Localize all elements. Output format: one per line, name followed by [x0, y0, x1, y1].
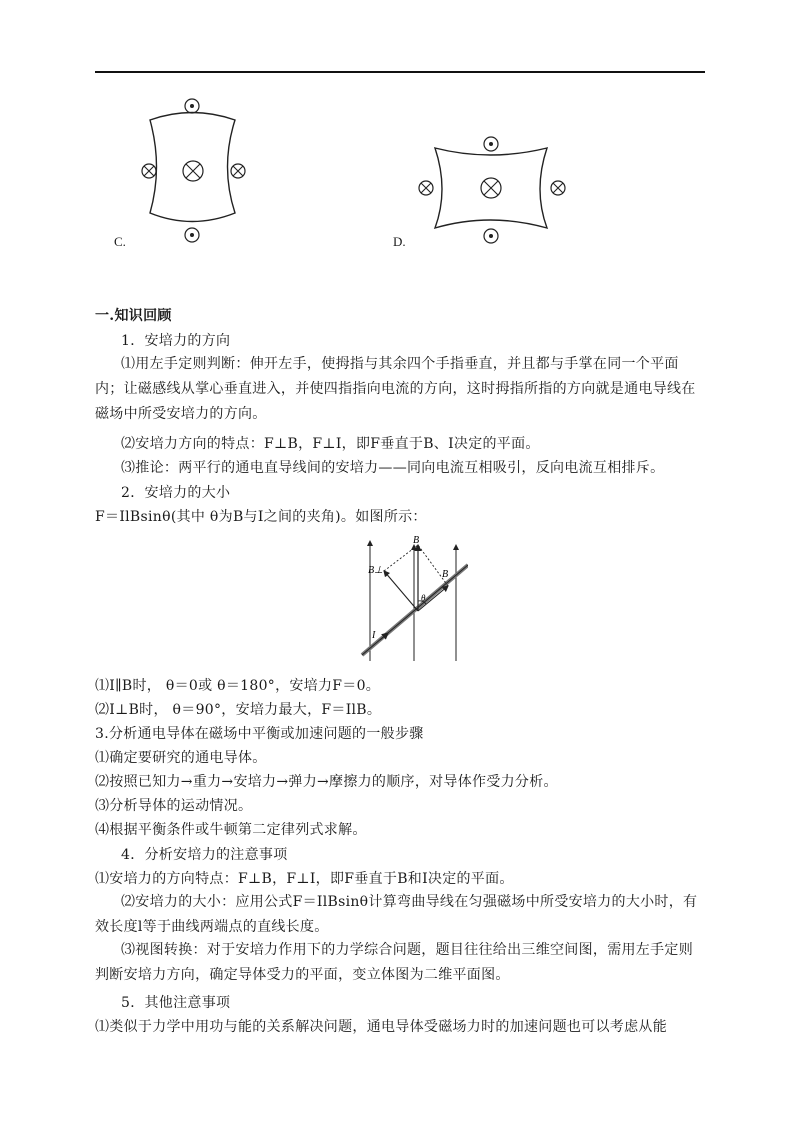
- dot-icon-top: [185, 99, 199, 113]
- figure-d: [415, 130, 575, 248]
- item5-heading: 5．其他注意事项: [121, 995, 231, 1011]
- cross-icon-left: [419, 181, 433, 195]
- label-theta: θ: [421, 593, 426, 603]
- item2-heading: 2．安培力的大小: [121, 485, 231, 501]
- cross-icon-right: [231, 164, 245, 178]
- section-title: 一.知识回顾: [95, 308, 172, 324]
- figure-d-label: D.: [393, 234, 406, 249]
- label-i: I: [372, 630, 376, 641]
- item4-note3: ⑶视图转换：对于安培力作用下的力学综合问题，题目往往给出三维空间图，需用左手定则判断安培力方向，确定导体受力的平面，变立体图为二维平面图。: [95, 942, 693, 983]
- dot-icon-bottom: [185, 228, 199, 242]
- dot-icon-top: [484, 137, 498, 151]
- label-b-top: B: [413, 535, 420, 546]
- label-b-par: B: [442, 569, 449, 580]
- header-rule: [95, 71, 705, 73]
- item2-case2: ⑵I⊥B时， θ＝90°，安培力最大，F＝IlB。: [95, 702, 382, 718]
- figure-c-label: C.: [114, 234, 126, 249]
- item4-note1: ⑴安培力的方向特点：F⊥B，F⊥I，即F垂直于B和I决定的平面。: [95, 871, 514, 887]
- label-b-perp: B⊥: [368, 565, 383, 576]
- item4-heading: 4．分析安培力的注意事项: [121, 847, 288, 863]
- dot-icon-bottom: [484, 229, 498, 243]
- cross-icon-right: [551, 181, 565, 195]
- item1-paragraph2: ⑵安培力方向的特点：F⊥B，F⊥I，即F垂直于B、I决定的平面。: [121, 436, 540, 452]
- figure-c: [135, 95, 260, 245]
- ampere-force-diagram: [356, 533, 468, 663]
- item5-note1: ⑴类似于力学中用功与能的关系解决问题，通电导体受磁场力时的加速问题也可以考虑从能: [95, 1019, 667, 1035]
- item3-heading: 3.分析通电导体在磁场中平衡或加速问题的一般步骤: [95, 726, 424, 742]
- cross-icon-left: [142, 164, 156, 178]
- item1-heading: 1．安培力的方向: [121, 333, 231, 349]
- item3-step1: ⑴确定要研究的通电导体。: [95, 750, 267, 766]
- item1-paragraph3: ⑶推论：两平行的通电直导线间的安培力——同向电流互相吸引，反向电流互相排斥。: [121, 460, 665, 476]
- item3-step4: ⑷根据平衡条件或牛顿第二定律列式求解。: [95, 822, 367, 838]
- item4-note2: ⑵安培力的大小：应用公式F＝IlBsinθ计算弯曲导线在匀强磁场中所受安培力的大小时，有效长度l等于曲线两端点的直线长度。: [95, 894, 698, 935]
- item3-step2: ⑵按照已知力→重力→安培力→弹力→摩擦力的顺序，对导体作受力分析。: [95, 774, 558, 790]
- cross-icon-center: [481, 178, 501, 198]
- cross-icon-center: [183, 161, 203, 181]
- item3-step3: ⑶分析导体的运动情况。: [95, 798, 253, 814]
- item2-case1: ⑴I∥B时， θ＝0或 θ＝180°，安培力F＝0。: [95, 678, 381, 694]
- item1-paragraph1: ⑴用左手定则判断：伸开左手，使拇指与其余四个手指垂直，并且都与手掌在同一个平面内；让磁感线从掌心垂直进入，并使四指指向电流的方向，这时拇指所指的方向就是通电导线在磁场中所受安培力的方向。: [95, 356, 696, 422]
- item2-formula: F＝IlBsinθ(其中 θ为B与I之间的夹角)。如图所示：: [95, 509, 427, 525]
